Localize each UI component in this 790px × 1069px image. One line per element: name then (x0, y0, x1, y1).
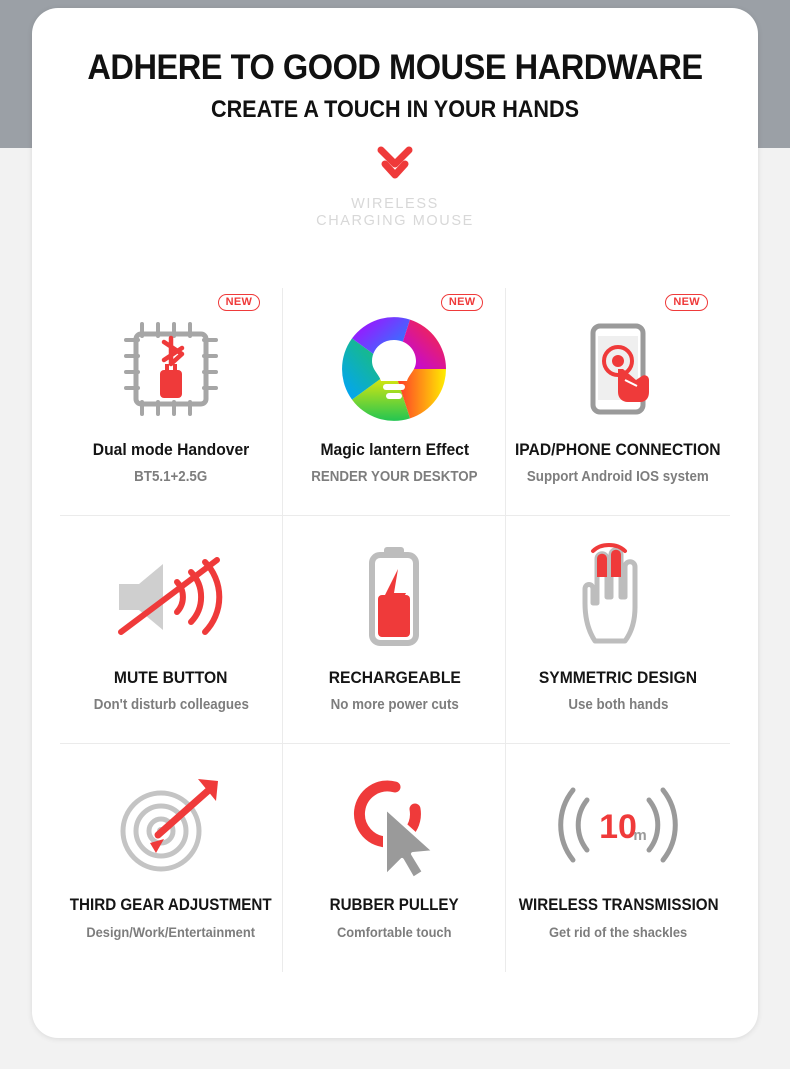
feature-card (506, 516, 730, 744)
wireless-signal-10m-icon (506, 762, 730, 888)
page-subtitle: CREATE A TOUCH IN YOUR HANDS (210, 95, 580, 123)
feature-subtitle: Use both hands (568, 697, 669, 713)
svg-text:m: m (633, 827, 647, 844)
feature-title: Dual mode Handover (92, 440, 250, 459)
promo-card (32, 8, 758, 1038)
mute-speaker-icon (60, 534, 282, 660)
feature-title: MUTE BUTTON (114, 668, 228, 687)
feature-title: RECHARGEABLE (328, 668, 461, 687)
feature-card (506, 744, 730, 972)
status-badge: NEW (218, 294, 261, 311)
feature-title: WIRELESS TRANSMISSION (518, 896, 719, 914)
feature-subtitle: BT5.1+2.5G (134, 469, 208, 485)
feature-subtitle: RENDER YOUR DESKTOP (311, 469, 478, 485)
feature-title: RUBBER PULLEY (329, 896, 459, 914)
feature-subtitle: Design/Work/Entertainment (86, 924, 256, 940)
target-dart-icon (60, 762, 282, 888)
feature-title: Magic lantern Effect (320, 440, 469, 459)
feature-card (283, 288, 506, 516)
feature-card (60, 516, 283, 744)
hand-two-fingers-icon (506, 534, 730, 660)
svg-text:10: 10 (599, 808, 638, 846)
header (32, 8, 758, 230)
feature-card (506, 288, 730, 516)
feature-subtitle: Get rid of the shackles (549, 924, 688, 940)
feature-card (283, 744, 506, 972)
double-chevron-down-icon (32, 144, 758, 184)
feature-grid (60, 288, 730, 972)
page-title: ADHERE TO GOOD MOUSE HARDWARE (87, 48, 703, 87)
brand-tagline (32, 196, 758, 230)
feature-title: SYMMETRIC DESIGN (539, 668, 698, 687)
battery-charging-icon (283, 534, 505, 660)
status-badge: NEW (441, 294, 484, 311)
bluetooth-chip-icon (60, 306, 282, 432)
phone-touch-icon (506, 306, 730, 432)
cursor-scroll-icon (283, 762, 505, 888)
feature-subtitle: Support Android IOS system (527, 469, 710, 485)
feature-subtitle: No more power cuts (330, 697, 459, 713)
feature-card (60, 744, 283, 972)
brand-tagline-line2: CHARGING MOUSE (316, 213, 474, 230)
feature-subtitle: Comfortable touch (337, 924, 452, 940)
feature-card (60, 288, 283, 516)
feature-card (283, 516, 506, 744)
feature-title: THIRD GEAR ADJUSTMENT (70, 896, 273, 914)
feature-subtitle: Don't disturb colleagues (93, 697, 249, 713)
status-badge: NEW (665, 294, 708, 311)
brand-tagline-line1: WIRELESS (351, 195, 439, 212)
feature-title: IPAD/PHONE CONNECTION (515, 440, 722, 459)
rgb-color-wheel-bulb-icon (283, 306, 505, 432)
